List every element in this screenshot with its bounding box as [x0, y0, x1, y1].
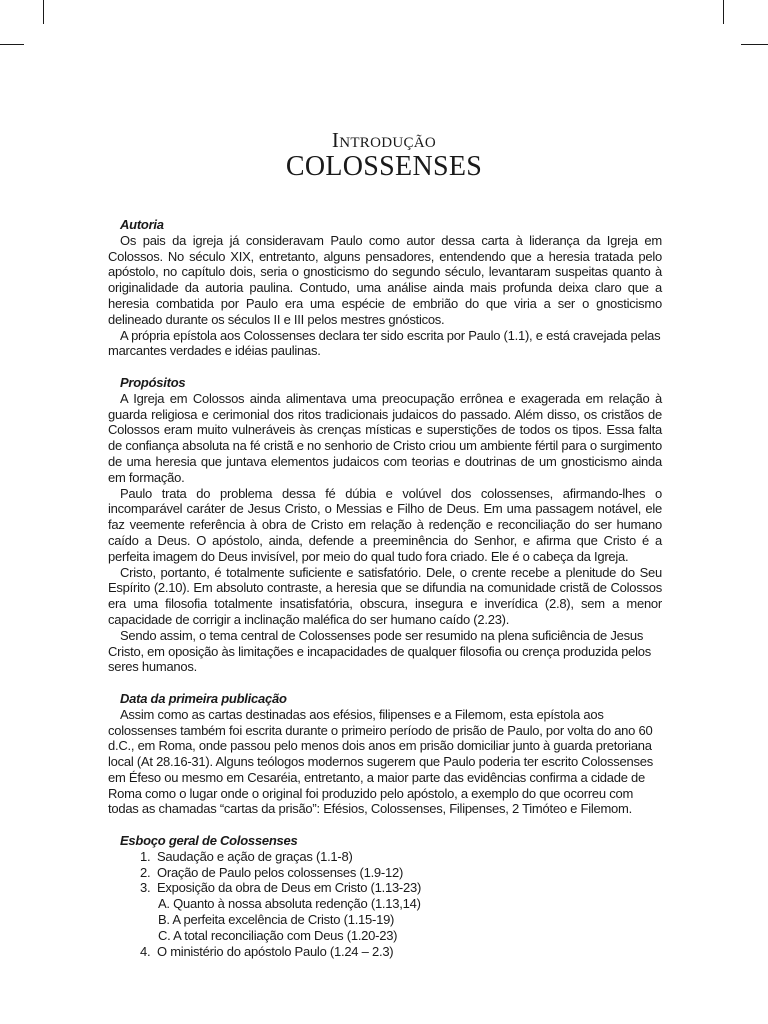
chapter-title: COLOSSENSES	[285, 151, 483, 182]
chapter-intro-label: Introdução	[331, 128, 437, 152]
paragraph: Os pais da igreja já consideravam Paulo como autor dessa carta à liderança da Igreja em Colossos. No século XIX, entretanto, alguns pensadores, entendendo que a heresia tratada pelo apóstolo, no capítulo dois, seria o gnosticismo do segundo século, levantaram suspeitas quanto à originalidade da autoria paulina. Contudo, uma análise ainda mais profunda deixa claro que a heresia combatida por Paulo era uma espécie de embrião do que viria a ser o gnosticismo delineado durante os séculos II e III pelos mestres gnósticos.	[108, 232, 662, 327]
outline-number: 4.	[140, 943, 151, 959]
outline-text: B. A perfeita excelência de Cristo (1.15-19)	[158, 912, 395, 928]
section-propositos	[108, 375, 662, 675]
outline-subitem	[108, 912, 662, 928]
crop-mark-right	[741, 44, 768, 45]
outline-list	[108, 849, 662, 960]
paragraph: Paulo trata do problema dessa fé dúbia e volúvel dos colossenses, afirmando-lhes o incomparável caráter de Jesus Cristo, o Messias e Filho de Deus. Em uma passagem notável, ele faz veemente referência à obra de Cristo em relação à redenção e reconciliação do ser humano caído a Deus. O apóstolo, ainda, defende a preeminência do Senhor, e afirma que Cristo é a perfeita imagem do Deus invisível, por meio do qual tudo fora criado. Ele é o cabeça da Igreja.	[108, 485, 662, 564]
outline-number: 2.	[140, 864, 151, 880]
paragraph: A Igreja em Colossos ainda alimentava uma preocupação errônea e exagerada em relação à guarda religiosa e cerimonial dos ritos tradicionais judaicos do passado. Além disso, os cristãos de Colossos eram muito vulneráveis às crenças místicas e superstições de todos os tipos. Essa falta de confiança absoluta na fé cristã e no senhorio de Cristo criou um ambiente fértil para o surgimento de uma heresia que juntava elementos judaicos com teorias e doutrinas de um gnosticismo ainda em formação.	[108, 390, 662, 485]
outline-text: O ministério do apóstolo Paulo (1.24 – 2.3)	[157, 943, 394, 959]
paragraph: Assim como as cartas destinadas aos efésios, filipenses e a Filemom, esta epístola aos colossenses também foi escrita durante o primeiro período de prisão de Paulo, por volta do ano 60 d.C., em Roma, onde passou pelo menos dois anos em prisão domiciliar junto à guarda pretoriana local (At 28.16-31). Alguns teólogos modernos sugerem que Paulo poderia ter escrito Colossenses em Éfeso ou mesmo em Cesaréia, entretanto, a maior parte das evidências confirma a cidade de Roma como o lugar onde o original foi produzido pelo apóstolo, a exemplo do que ocorreu com todas as chamadas “cartas da prisão”: Efésios, Colossenses, Filipenses, 2 Timóteo e Filemom.	[108, 706, 653, 817]
crop-mark-top-right	[723, 0, 724, 24]
crop-mark-top-left	[43, 0, 44, 24]
outline-text: C. A total reconciliação com Deus (1.20-23)	[158, 927, 398, 943]
outline-number: 3.	[140, 880, 151, 896]
section-heading: Esboço geral de Colossenses	[120, 833, 298, 849]
outline-text: Saudação e ação de graças (1.1-8)	[157, 848, 353, 864]
section-esboco	[108, 833, 662, 959]
outline-subitem	[108, 896, 662, 912]
outline-item	[108, 865, 662, 881]
outline-number: 1.	[140, 848, 151, 864]
outline-subitem	[108, 928, 662, 944]
outline-text: Oração de Paulo pelos colossenses (1.9-12)	[157, 864, 404, 880]
paragraph: A própria epístola aos Colossenses declara ter sido escrita por Paulo (1.1), e está cravejada pelas marcantes verdades e idéias paulinas.	[108, 327, 661, 359]
paragraph: Cristo, portanto, é totalmente suficiente e satisfatório. Dele, o crente recebe a plenitude do Seu Espírito (2.10). Em absoluto contraste, a heresia que se difundia na comunidade cristã de Colossos era uma filosofia totalmente insatisfatória, obscura, insegura e inverídica (2.8), sem a menor capacidade de corrigir a inclinação maléfica do ser humano caído (2.23).	[108, 564, 662, 627]
outline-item	[108, 880, 662, 896]
outline-text: Exposição da obra de Deus em Cristo (1.13-23)	[157, 880, 422, 896]
outline-item	[108, 944, 662, 960]
crop-mark-left	[0, 44, 24, 45]
page-body	[108, 217, 662, 975]
outline-text: A. Quanto à nossa absoluta redenção (1.13,14)	[158, 896, 421, 912]
section-heading: Propósitos	[120, 374, 186, 390]
paragraph: Sendo assim, o tema central de Colossenses pode ser resumido na plena suficiência de Jesus Cristo, em oposição às limitações e incapacidades de qualquer filosofia ou crença produzida pelos seres humanos.	[108, 627, 652, 675]
outline-item	[108, 849, 662, 865]
section-heading: Autoria	[120, 217, 164, 232]
section-data-publicacao	[108, 691, 662, 817]
section-autoria	[108, 217, 662, 359]
section-heading: Data da primeira publicação	[120, 690, 287, 706]
